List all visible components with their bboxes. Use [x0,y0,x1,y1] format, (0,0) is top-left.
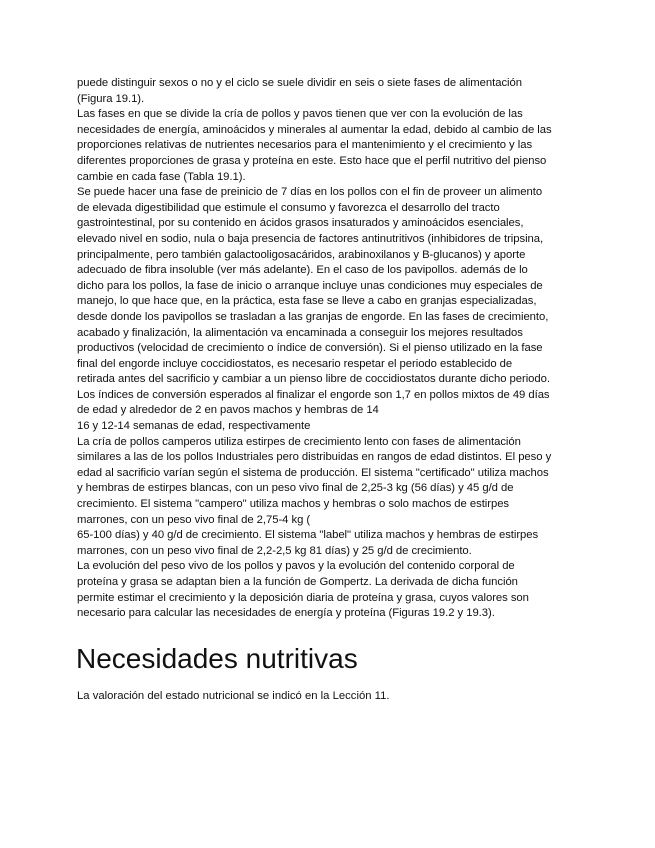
text-line: proteína y grasa se adaptan bien a la función de Gompertz. La derivada de dicha función [77,576,518,588]
text-line: final del engorde incluye coccidiostatos, es necesario respetar el periodo establecido de [77,357,513,370]
text-line: diferentes proporciones de grasa y proteína en este. Esto hace que el perfil nutritivo del pienso [77,154,547,167]
text-line: proporciones relativas de nutrientes necesarios para el mantenimiento y el crecimiento y las [77,139,533,152]
text-line: y hembras de estirpes blancas, con un peso vivo final de 2,25-3 kg (56 días) y 45 g/d de [77,482,514,495]
text-line: similares a las de los pollos Industriales pero distribuidas en rangos de edad distintos. El peso y [77,451,552,464]
text-line: puede distinguir sexos o no y el ciclo se suele dividir en seis o siete fases de alimentación [77,77,522,89]
text-line: 65-100 días) y 40 g/d de crecimiento. El sistema "label" utiliza machos y hembras de estirpes [77,529,539,542]
text-line: principalmente, pero también galactooligosacáridos, arabinoxilanos y B-glucanos) y aporte [77,248,526,261]
text-line: de edad y alrededor de 2 en pavos machos y hembras de 14 [77,404,379,417]
text-line: retirada antes del sacrificio y cambiar a un pienso libre de coccidiostatos durante dicho periodo. [77,373,550,386]
text-line: crecimiento. El sistema "campero" utiliza machos y hembras o solo machos de estirpes [77,498,510,511]
text-line: cambie en cada fase (Tabla 19.1). [77,170,246,183]
text-line: dicho para los pollos, la fase de inicio o arranque incluye unas condiciones muy especiales de [77,279,543,292]
text-line: 16 y 12-14 semanas de edad, respectivamente [77,420,311,433]
text-line: marrones, con un peso vivo final de 2,2-2,5 kg 81 días) y 25 g/d de crecimiento. [77,544,472,557]
section-heading: Necesidades nutritivas [76,643,358,674]
text-line: marrones, con un peso vivo final de 2,75-4 kg ( [77,513,311,526]
section-paragraph: La valoración del estado nutricional se indicó en la Lección 11. [77,690,390,702]
text-line: edad al sacrificio varían según el sistema de producción. El sistema "certificado" utiliza machos [77,466,549,479]
text-line: desde donde los pavipollos se trasladan a las granjas de engorde. En las fases de crecimiento, [77,310,549,323]
text-line: Los índices de conversión esperados al finalizar el engorde son 1,7 en pollos mixtos de 49 días [77,388,550,401]
text-line: La cría de pollos camperos utiliza estirpes de crecimiento lento con fases de alimentación [77,435,521,448]
text-line: (Figura 19.1). [77,92,145,105]
body-text [77,76,592,622]
text-line: La evolución del peso vivo de los pollos y pavos y la evolución del contenido corporal de [77,560,515,573]
text-line: necesidades de energía, aminoácidos y minerales al aumentar la edad, debido al cambio de las [77,123,552,136]
text-line: productivos (velocidad de crecimiento o índice de conversión). Si el pienso utilizado en la fase [77,342,543,355]
text-line: Se puede hacer una fase de preinicio de 7 días en los pollos con el fin de proveer un alimento [77,186,543,199]
text-line: gastrointestinal, por su contenido en ácidos grasos insaturados y aminoácidos esenciales, [77,217,524,230]
text-line: adecuado de fibra insoluble (ver más adelante). En el caso de los pavipollos. además de lo [77,264,528,277]
text-line: Las fases en que se divide la cría de pollos y pavos tienen que ver con la evolución de las [77,108,523,121]
text-line: necesario para calcular las necesidades de energía y proteína (Figuras 19.2 y 19.3). [77,607,495,620]
text-line: de elevada digestibilidad que estimule el consumo y favorezca el desarrollo del tracto [77,201,500,214]
text-line: manejo, lo que hace que, en la práctica, esta fase se lleve a cabo en granjas especializadas, [77,295,537,308]
text-line: acabado y finalización, la alimentación va encaminada a conseguir los mejores resultados [77,326,523,339]
text-line: permite estimar el crecimiento y la deposición diaria de proteína y grasa, cuyos valores son [77,591,529,604]
text-line: elevado nivel en sodio, nula o baja presencia de factores antinutritivos (inhibidores de tripsina, [77,232,544,245]
